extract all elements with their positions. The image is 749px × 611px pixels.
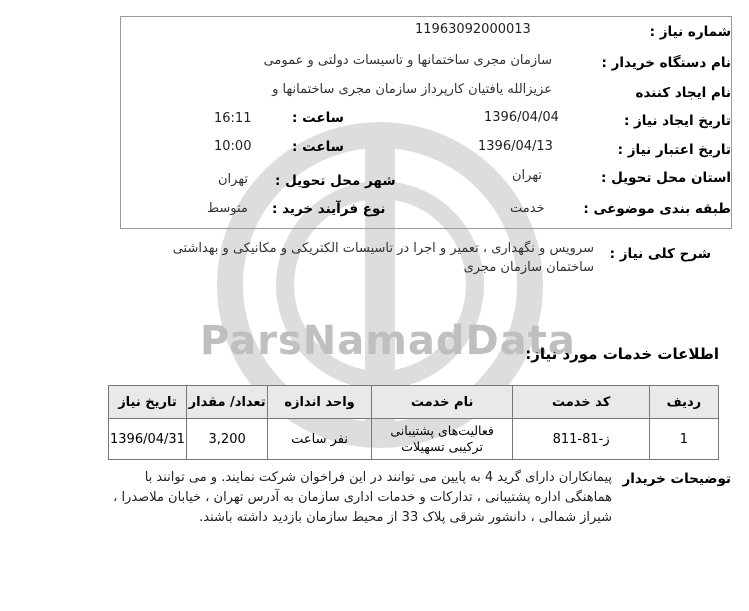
category-value: خدمت <box>510 201 545 216</box>
cell-date: 1396/04/31 <box>109 419 187 460</box>
col-header-code: کد خدمت <box>513 386 649 419</box>
col-header-unit: واحد اندازه <box>268 386 371 419</box>
cell-unit: نفر ساعت <box>268 419 371 460</box>
delivery-province-label: استان محل تحویل : <box>600 170 731 186</box>
services-table-header <box>109 386 719 419</box>
valid-time-label: ساعت : <box>292 139 344 155</box>
created-time-label: ساعت : <box>292 110 344 126</box>
delivery-city-label: شهر محل تحویل : <box>275 173 396 189</box>
delivery-city-value: تهران <box>218 172 248 187</box>
cell-row: 1 <box>649 419 718 460</box>
cell-qty: 3,200 <box>186 419 267 460</box>
creator-label: نام ایجاد کننده <box>635 85 731 101</box>
valid-date-label: تاریخ اعتبار نیاز : <box>617 142 731 158</box>
cell-name: فعالیت‌های پشتیبانی ترکیبی تسهیلات <box>371 419 513 460</box>
created-date-value: 1396/04/04 <box>484 110 559 125</box>
services-section-title: اطلاعات خدمات مورد نیاز: <box>525 345 719 363</box>
services-table <box>108 385 719 460</box>
buyer-org-value: سازمان مجری ساختمانها و تاسیسات دولتی و عمومی <box>263 53 552 68</box>
table-row <box>109 419 719 460</box>
created-date-label: تاریخ ایجاد نیاز : <box>623 113 731 129</box>
created-time-value: 16:11 <box>214 111 252 126</box>
category-label: طبقه بندی موضوعی : <box>583 201 731 217</box>
col-header-qty: تعداد/ مقدار <box>186 386 267 419</box>
watermark-text: ParsNamadData <box>200 318 576 364</box>
col-header-name: نام خدمت <box>371 386 513 419</box>
valid-time-value: 10:00 <box>214 139 252 154</box>
overview-label: شرح کلی نیاز : <box>609 246 711 262</box>
purchase-process-value: متوسط <box>207 201 248 216</box>
purchase-process-label: نوع فرآیند خرید : <box>272 201 386 217</box>
buyer-notes-label: توضیحات خریدار <box>622 471 731 487</box>
need-number-label: شماره نیاز : <box>649 24 731 40</box>
buyer-notes-text: پیمانکاران دارای گرید 4 به پایین می توانند در این فراخوان شرکت نمایند. و می توانند با هماهنگی اداره پشتیبانی ، تدارکات و خدمات اداری سازمان به آدرس تهران ، خیابان ملاصدرا ، شیراز شمالی ، دانشور شرقی پلاک 33 از محیط سازمان بازدید داشته باشند. <box>113 470 612 525</box>
cell-code: ز-81-811 <box>513 419 649 460</box>
valid-date-value: 1396/04/13 <box>478 139 553 154</box>
need-number-value: 11963092000013 <box>415 22 531 37</box>
col-header-date: تاریخ نیاز <box>109 386 187 419</box>
col-header-row: ردیف <box>649 386 718 419</box>
delivery-province-value: تهران <box>512 168 542 183</box>
buyer-org-label: نام دستگاه خریدار : <box>601 55 731 71</box>
overview-text: سرویس و نگهداری ، تعمیر و اجرا در تاسیسات الکتریکی و مکانیکی و بهداشتی ساختمان سازمان مجری <box>172 241 594 275</box>
creator-value: عزیزالله یافتیان کارپرداز سازمان مجری ساختمانها و <box>272 82 552 97</box>
